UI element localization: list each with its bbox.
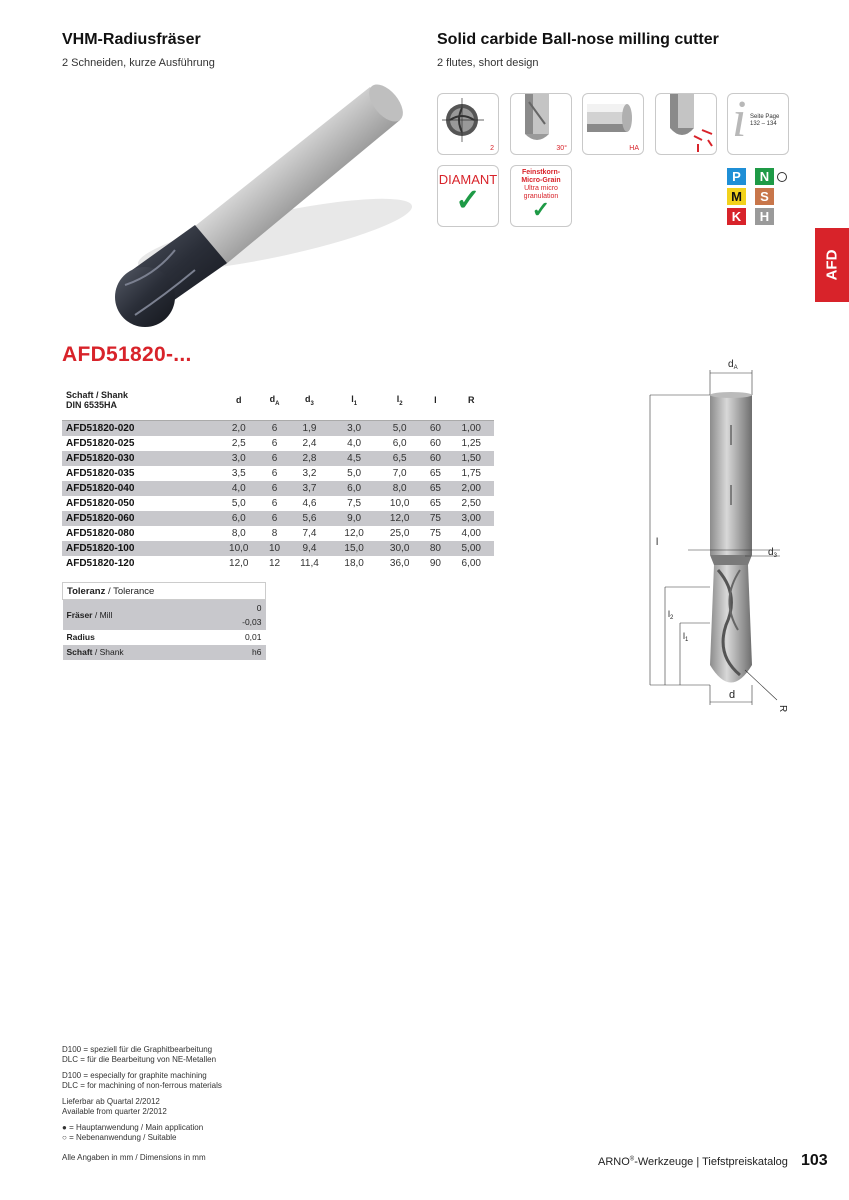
page-number: 103 <box>801 1152 828 1169</box>
table-cell: 6,0 <box>331 481 377 496</box>
table-cell: 18,0 <box>344 558 364 569</box>
label-d3: $d_3$ <box>768 547 777 559</box>
table-cell: 3,0 <box>216 451 262 466</box>
section-tab-label: AFD <box>823 249 841 281</box>
table-cell: 9,0 <box>331 511 377 526</box>
table-cell: 4,6 <box>302 498 317 509</box>
table-cell: 65 <box>429 468 441 479</box>
footer-text: ARNO®-Werkzeuge | Tiefstpreiskatalog <box>598 1156 788 1168</box>
table-row <box>62 556 494 571</box>
tolerance-title: Toleranz / Tolerance <box>67 585 155 597</box>
note-available-de: Lieferbar ab Quartal 2/2012 <box>62 1097 160 1106</box>
table-cell: 10 <box>262 541 288 556</box>
iso-s: S <box>755 188 774 205</box>
table-cell: 12 <box>268 558 281 569</box>
article-code: AFD51820-020 <box>62 421 216 437</box>
table-cell: 2,50 <box>461 498 481 509</box>
table-cell: 2,0 <box>216 421 262 437</box>
shank-label: Schaft / Shank <box>66 647 124 657</box>
table-cell: 3,5 <box>231 468 246 479</box>
label-l: l <box>656 537 659 548</box>
radius-label: Radius <box>66 632 95 642</box>
note-main-application: ● = Hauptanwendung / Main application <box>62 1123 204 1132</box>
table-cell: 5,0 <box>231 498 246 509</box>
table-cell: 80 <box>422 541 448 556</box>
table-cell: 30,0 <box>377 541 423 556</box>
table-cell: 11,4 <box>300 558 319 569</box>
table-row <box>62 526 494 541</box>
col-l: l <box>422 380 448 421</box>
table-cell: 3,2 <box>302 468 317 479</box>
helix-icon <box>510 93 572 155</box>
table-cell: 65 <box>429 498 441 509</box>
table-cell: 1,25 <box>461 438 481 449</box>
table-cell: 6,00 <box>461 558 481 569</box>
shank-header-line1: Schaft / Shank <box>66 390 129 400</box>
article-code: AFD51820-080 <box>66 528 135 539</box>
iso-h: H <box>755 208 774 225</box>
table-cell: 6 <box>262 481 288 496</box>
article-code: AFD51820-035 <box>66 468 135 479</box>
table-cell: 5,6 <box>288 511 332 526</box>
note-available-en: Available from quarter 2/2012 <box>62 1107 167 1116</box>
article-code: AFD51820-030 <box>62 451 216 466</box>
table-cell: 6,5 <box>377 451 423 466</box>
table-cell: 6 <box>262 421 288 437</box>
suitable-circle-icon <box>777 172 787 182</box>
table-cell: 2,5 <box>231 438 246 449</box>
article-code: AFD51820-120 <box>66 558 135 569</box>
radius-value: 0,01 <box>244 632 262 642</box>
info-glyph: i <box>732 93 747 148</box>
table-cell: 7,0 <box>392 468 407 479</box>
table-cell: 6 <box>271 438 278 449</box>
table-cell: 4,0 <box>347 438 362 449</box>
table-cell: 60 <box>422 451 448 466</box>
note-d100-de: D100 = speziell für die Graphitbearbeitung <box>62 1045 213 1054</box>
note-dimensions: Alle Angaben in mm / Dimensions in mm <box>62 1153 206 1162</box>
label-l2: $l_2$ <box>668 609 674 621</box>
helix-label: 30° <box>556 145 567 152</box>
table-cell: 4,0 <box>216 481 262 496</box>
table-cell: 9,4 <box>288 541 332 556</box>
table-cell: 25,0 <box>389 528 410 539</box>
note-d100-en: D100 = especially for graphite machining <box>62 1071 207 1080</box>
table-cell: 6 <box>262 511 288 526</box>
table-cell: 12,0 <box>344 528 364 539</box>
tolerance-table <box>62 582 266 660</box>
mill-values: 0 -0,03 <box>242 602 262 627</box>
table-cell: 6,0 <box>392 438 407 449</box>
article-code: AFD51820-040 <box>62 481 216 496</box>
product-code: AFD51820-... <box>62 343 192 366</box>
filled-circle-icon: ● <box>62 1123 67 1132</box>
title-de: VHM-Radiusfräser <box>62 31 201 48</box>
iso-k: K <box>727 208 746 225</box>
table-cell: 10,0 <box>216 541 262 556</box>
footnotes <box>62 1045 362 1163</box>
table-cell: 2,4 <box>302 438 317 449</box>
mill-label: Fräser / Mill <box>66 609 113 620</box>
diamant-badge <box>437 165 499 227</box>
table-cell: 75 <box>422 511 448 526</box>
table-cell: 7,5 <box>347 498 362 509</box>
table-cell: 3,00 <box>448 511 494 526</box>
table-row <box>62 451 494 466</box>
label-dA: $d_A$ <box>728 359 738 371</box>
table-cell: 6,0 <box>216 511 262 526</box>
article-code: AFD51820-050 <box>66 498 135 509</box>
col-d: d <box>216 380 262 421</box>
iso-m: M <box>727 188 746 205</box>
micro-grain-badge <box>510 165 572 227</box>
col-d3: $d_3$ <box>288 380 332 421</box>
table-cell: 8 <box>271 528 278 539</box>
dimensions-table <box>62 380 494 571</box>
note-dlc-en: DLC = for machining of non-ferrous materials <box>62 1081 222 1090</box>
label-l1: $l_1$ <box>683 631 689 643</box>
col-R: R <box>448 380 494 421</box>
article-code: AFD51820-060 <box>62 511 216 526</box>
table-row <box>62 511 494 526</box>
table-cell: 2,00 <box>448 481 494 496</box>
table-cell: 60 <box>422 421 448 437</box>
title-en: Solid carbide Ball-nose milling cutter <box>437 31 719 48</box>
iso-p: P <box>727 168 746 185</box>
table-cell: 1,00 <box>448 421 494 437</box>
table-cell: 7,4 <box>302 528 317 539</box>
table-cell: 5,00 <box>448 541 494 556</box>
table-cell: 3,0 <box>331 421 377 437</box>
table-cell: 60 <box>429 438 441 449</box>
check-icon: ✓ <box>455 184 481 217</box>
table-cell: 5,0 <box>377 421 423 437</box>
table-cell: 4,00 <box>461 528 481 539</box>
table-cell: 6 <box>271 498 278 509</box>
flutes-label: 2 <box>490 145 494 152</box>
table-cell: 15,0 <box>331 541 377 556</box>
table-cell: 2,8 <box>288 451 332 466</box>
table-cell: 5,0 <box>347 468 362 479</box>
shank-label: HA <box>629 145 639 152</box>
info-line2: 132 – 134 <box>750 121 777 127</box>
table-cell: 1,50 <box>448 451 494 466</box>
note-dlc-de: DLC = für die Bearbeitung von NE-Metallen <box>62 1055 217 1064</box>
note-suitable: ○ = Nebenanwendung / Suitable <box>62 1133 177 1142</box>
table-cell: 6 <box>271 468 278 479</box>
article-code: AFD51820-025 <box>66 438 135 449</box>
info-line1: Seite Page <box>750 114 780 120</box>
col-l1: $l_1$ <box>331 380 377 421</box>
table-row <box>62 481 494 496</box>
table-cell: 8,0 <box>377 481 423 496</box>
empty-circle-icon: ○ <box>62 1133 67 1142</box>
col-l2: $l_2$ <box>377 380 423 421</box>
diamant-label: DIAMANT <box>438 172 498 187</box>
shank-icon <box>582 93 644 155</box>
table-cell: 36,0 <box>389 558 410 569</box>
subtitle-en: 2 flutes, short design <box>437 57 539 69</box>
flutes-icon <box>437 93 499 155</box>
direction-icon <box>655 93 717 155</box>
shank-header-line2: DIN 6535HA <box>66 400 118 410</box>
table-cell: 12,0 <box>229 558 249 569</box>
check-icon: ✓ <box>531 197 551 222</box>
table-cell: 1,9 <box>288 421 332 437</box>
section-tab[interactable] <box>815 228 849 302</box>
table-header-row <box>62 380 494 421</box>
grain-label-en: Ultra micro granulation <box>523 185 559 200</box>
table-cell: 8,0 <box>231 528 246 539</box>
table-cell: 3,7 <box>288 481 332 496</box>
table-row <box>62 436 494 451</box>
table-cell: 65 <box>422 481 448 496</box>
table-row <box>62 466 494 481</box>
table-row <box>62 421 494 437</box>
article-code: AFD51820-100 <box>62 541 216 556</box>
table-cell: 10,0 <box>389 498 410 509</box>
grain-label-de: Feinstkorn-Micro-Grain <box>521 169 561 184</box>
label-R: R <box>777 705 788 713</box>
iso-n: N <box>755 168 774 185</box>
col-dA: $d_A$ <box>262 380 288 421</box>
label-d: d <box>729 689 736 701</box>
subtitle-de: 2 Schneiden, kurze Ausführung <box>62 57 215 69</box>
table-cell: 12,0 <box>377 511 423 526</box>
technical-drawing <box>640 355 790 715</box>
table-row <box>62 541 494 556</box>
table-cell: 1,75 <box>461 468 481 479</box>
product-image <box>55 75 425 335</box>
table-row <box>62 496 494 511</box>
info-icon[interactable] <box>727 93 789 155</box>
table-cell: 6 <box>262 451 288 466</box>
table-cell: 4,5 <box>331 451 377 466</box>
table-cell: 75 <box>429 528 441 539</box>
table-cell: 90 <box>429 558 441 569</box>
shank-header <box>62 380 216 421</box>
shank-value: h6 <box>252 647 262 657</box>
